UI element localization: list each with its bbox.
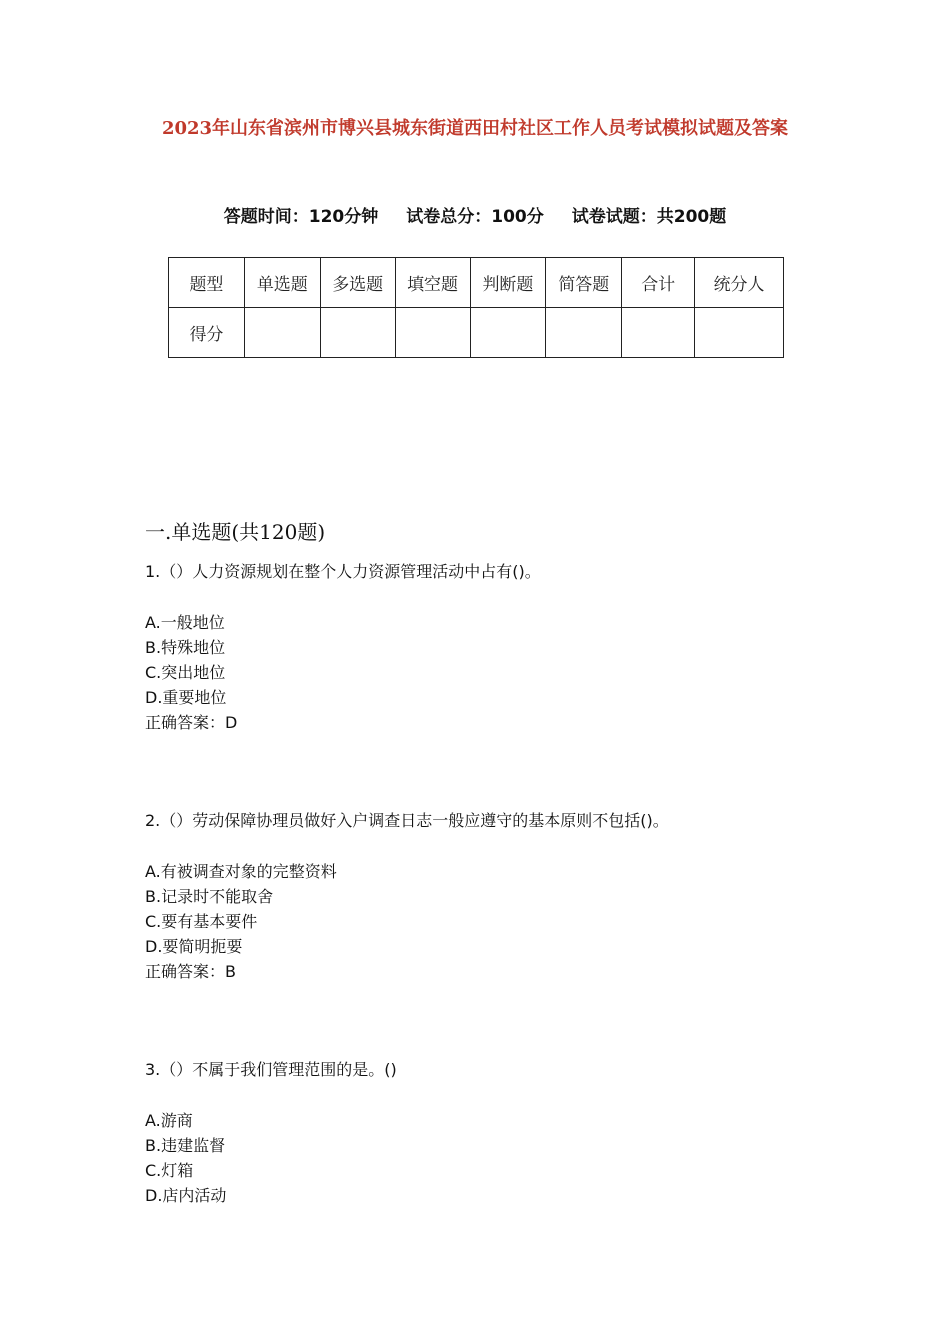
- exam-info: [0, 202, 950, 227]
- score-cell[interactable]: [695, 308, 784, 358]
- option-a: A.游商: [145, 1111, 193, 1130]
- option-b: B.违建监督: [145, 1136, 226, 1155]
- document-title: 2023年山东省滨州市博兴县城东街道西田村社区工作人员考试模拟试题及答案: [161, 118, 789, 139]
- score-table-header-row: [169, 258, 784, 308]
- header-cell-multiple-choice: 多选题: [320, 258, 395, 308]
- score-cell[interactable]: [622, 308, 695, 358]
- option-c: C.灯箱: [145, 1161, 194, 1180]
- option-d: D.店内活动: [145, 1186, 227, 1205]
- question-stem: 2.（）劳动保障协理员做好入户调查日志一般应遵守的基本原则不包括()。: [145, 811, 669, 830]
- score-cell[interactable]: [470, 308, 546, 358]
- header-cell-fill-blank: 填空题: [395, 258, 470, 308]
- option-c: C.要有基本要件: [145, 912, 258, 931]
- question-stem: 1.（）人力资源规划在整个人力资源管理活动中占有()。: [145, 562, 541, 581]
- exam-total-score: 试卷总分：100分: [406, 207, 544, 227]
- correct-answer: 正确答案：D: [145, 713, 238, 732]
- score-table: [168, 257, 784, 358]
- question-options: [145, 859, 669, 984]
- header-cell-single-choice: 单选题: [244, 258, 320, 308]
- score-table-score-row: [169, 308, 784, 358]
- score-cell[interactable]: [395, 308, 470, 358]
- question-1: [145, 561, 541, 735]
- header-cell-true-false: 判断题: [470, 258, 546, 308]
- exam-time: 答题时间：120分钟: [223, 207, 379, 227]
- question-options: [145, 610, 541, 735]
- option-a: A.有被调查对象的完整资料: [145, 862, 337, 881]
- option-a: A.一般地位: [145, 613, 225, 632]
- option-b: B.特殊地位: [145, 638, 226, 657]
- option-b: B.记录时不能取舍: [145, 887, 274, 906]
- question-2: [145, 810, 669, 984]
- header-cell-scorer: 统分人: [695, 258, 784, 308]
- question-options: [145, 1108, 397, 1208]
- correct-answer: 正确答案：B: [145, 962, 236, 981]
- option-c: C.突出地位: [145, 663, 226, 682]
- score-cell[interactable]: [244, 308, 320, 358]
- section-title: 一.单选题(共120题): [145, 520, 326, 544]
- score-row-label: 得分: [169, 308, 245, 358]
- header-cell-total: 合计: [622, 258, 695, 308]
- exam-question-count: 试卷试题：共200题: [571, 207, 727, 227]
- score-cell[interactable]: [320, 308, 395, 358]
- question-3: [145, 1059, 397, 1208]
- header-cell-short-answer: 简答题: [546, 258, 622, 308]
- option-d: D.重要地位: [145, 688, 227, 707]
- score-cell[interactable]: [546, 308, 622, 358]
- header-cell-type: 题型: [169, 258, 245, 308]
- question-stem: 3.（）不属于我们管理范围的是。(): [145, 1060, 397, 1079]
- option-d: D.要简明扼要: [145, 937, 243, 956]
